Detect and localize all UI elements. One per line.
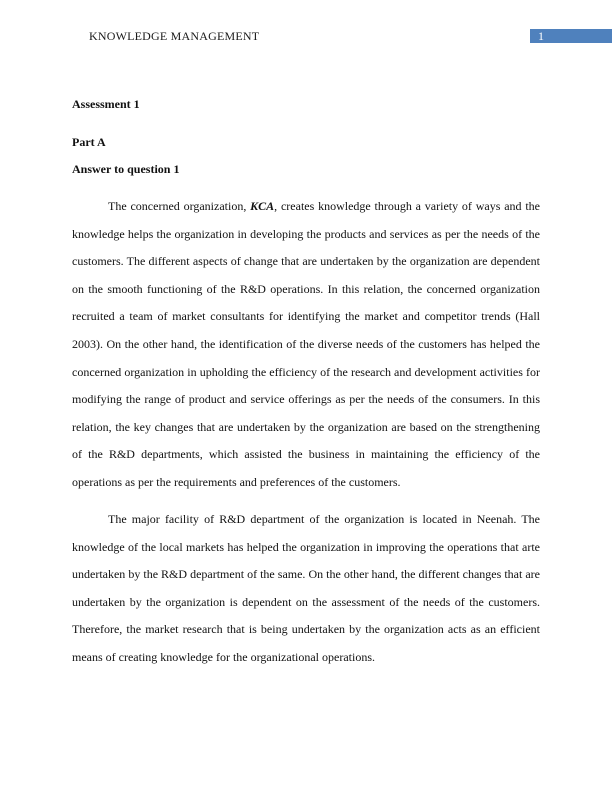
text-run: , creates knowledge through a variety of ways and the <box>274 199 540 213</box>
paragraph-line: 2003). On the other hand, the identification of the diverse needs of the customers has helped the <box>72 336 540 351</box>
paragraph-line: operations as per the requirements and preferences of the customers. <box>72 474 401 489</box>
paragraph-line: knowledge of the local markets has helped the organization in improving the operations that arte <box>72 539 540 554</box>
paragraph-line: Therefore, the market research that is being undertaken by the organization acts as an efficient <box>72 622 540 637</box>
paragraph-line: concerned organization in upholding the efficiency of the research and development activities for <box>72 364 540 379</box>
paragraph-line: undertaken by the organization is dependent on the assessment of the needs of the customers. <box>72 594 540 609</box>
paragraph-line: recruited a team of market consultants for identifying the market and competitor trends (Hall <box>72 309 540 324</box>
heading-answer: Answer to question 1 <box>72 162 180 176</box>
paragraph-line: of the R&D departments, which assisted the business in maintaining the efficiency of the <box>72 447 540 462</box>
paragraph-line: The major facility of R&D department of the organization is located in Neenah. The <box>108 512 540 526</box>
running-head: KNOWLEDGE MANAGEMENT <box>89 29 260 43</box>
heading-assessment: Assessment 1 <box>72 97 140 111</box>
paragraph-line <box>72 193 540 221</box>
organization-name: KCA <box>250 199 275 213</box>
paragraph-line: on the smooth functioning of the R&D operations. In this relation, the concerned organization <box>72 281 540 296</box>
paragraph-1 <box>72 193 540 497</box>
page-number: 1 <box>530 29 612 43</box>
paragraph-line: modifying the range of product and service offerings as per the needs of the consumers. In this <box>72 392 540 407</box>
paragraph-line: customers. The different aspects of change that are undertaken by the organization are dependent <box>72 254 540 269</box>
paragraph-2 <box>72 506 540 672</box>
paragraph-line: undertaken by the R&D department of the same. On the other hand, the different changes that are <box>72 567 540 582</box>
text-run: The concerned organization, <box>108 199 251 213</box>
heading-part: Part A <box>72 135 106 149</box>
paragraph-line: means of creating knowledge for the organizational operations. <box>72 649 376 664</box>
paragraph-line: knowledge helps the organization in developing the products and services as per the needs of the <box>72 226 540 241</box>
paragraph-line: relation, the key changes that are undertaken by the organization are based on the strengthening <box>72 419 540 434</box>
